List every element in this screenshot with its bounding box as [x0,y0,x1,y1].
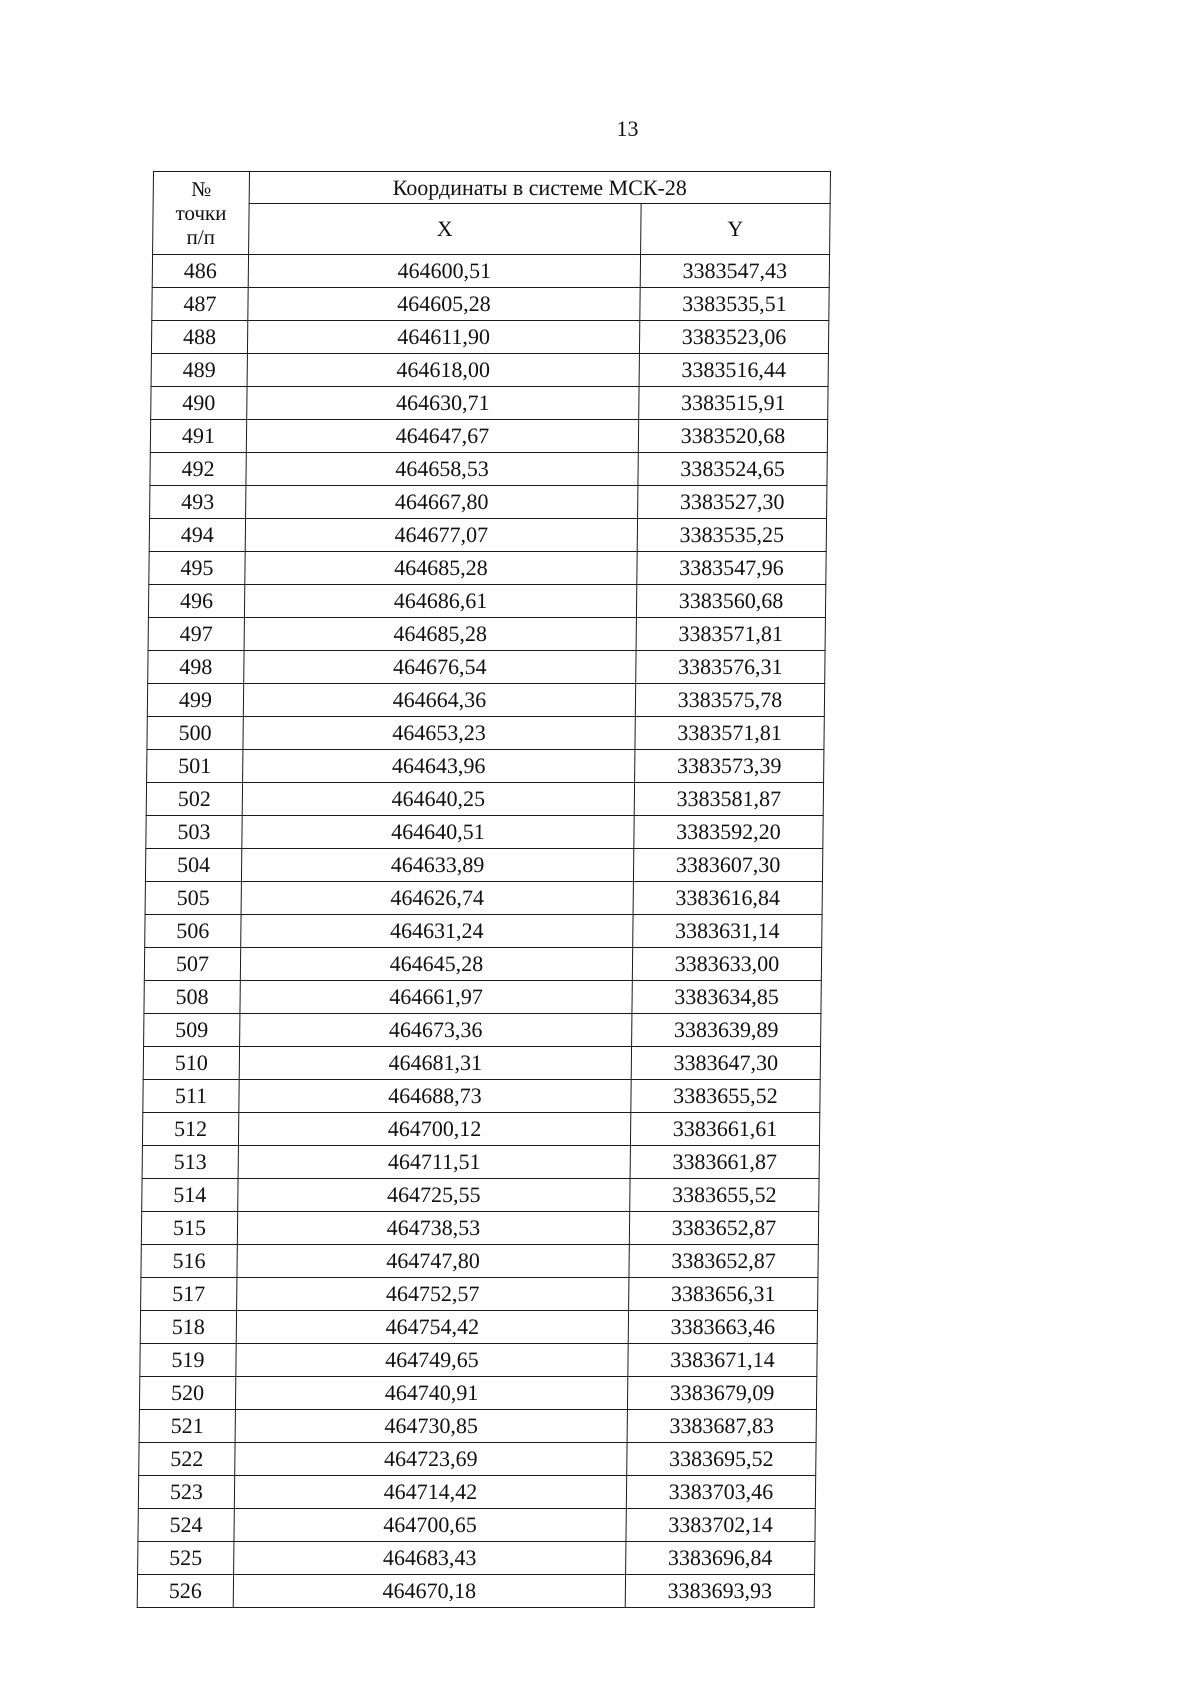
table-row [138,1509,815,1542]
point-number-cell: 516 [141,1245,237,1278]
table-row [149,552,826,585]
x-coordinate-cell: 464676,54 [244,651,636,684]
x-coordinate-cell: 464740,91 [235,1377,627,1410]
x-coordinate-cell: 464618,00 [247,354,639,387]
y-coordinate-cell: 3383687,83 [627,1410,816,1443]
x-coordinate-cell: 464667,80 [246,486,638,519]
y-coordinate-cell: 3383647,30 [631,1047,820,1080]
y-coordinate-cell: 3383639,89 [632,1014,821,1047]
table-row [152,288,829,321]
point-number-cell: 514 [142,1179,238,1212]
point-number-cell: 486 [152,255,248,288]
table-row [137,1575,814,1608]
y-column-header: Y [641,204,831,255]
y-coordinate-cell: 3383547,96 [637,552,826,585]
x-coordinate-cell: 464643,96 [243,750,635,783]
table-row [145,882,822,915]
table-header [153,172,831,255]
point-number-cell: 494 [149,519,245,552]
table-row [143,1080,820,1113]
table-row [140,1344,817,1377]
y-coordinate-cell: 3383527,30 [638,486,827,519]
point-number-cell: 487 [152,288,248,321]
y-coordinate-cell: 3383661,61 [630,1113,819,1146]
point-number-cell: 505 [145,882,241,915]
point-number-cell: 515 [141,1212,237,1245]
point-number-cell: 492 [150,453,246,486]
y-coordinate-cell: 3383576,31 [636,651,825,684]
table-row [139,1443,816,1476]
y-coordinate-cell: 3383656,31 [629,1278,818,1311]
x-coordinate-cell: 464725,55 [238,1179,630,1212]
x-coordinate-cell: 464685,28 [245,552,637,585]
y-coordinate-cell: 3383655,52 [630,1179,819,1212]
point-number-cell: 488 [151,321,247,354]
point-number-cell: 499 [147,684,243,717]
point-number-cell: 501 [147,750,243,783]
table-row [144,948,821,981]
ordinal-label: п/п [186,225,216,249]
y-coordinate-cell: 3383571,81 [636,618,825,651]
table-row [149,519,826,552]
y-coordinate-cell: 3383693,93 [625,1575,814,1608]
point-label: точки [175,201,227,225]
x-coordinate-cell: 464640,25 [242,783,634,816]
point-number-cell: 525 [138,1542,234,1575]
table-row [142,1146,819,1179]
table-row [139,1410,816,1443]
x-coordinate-cell: 464747,80 [237,1245,629,1278]
point-number-cell: 523 [138,1476,234,1509]
table-row [141,1212,818,1245]
coordinate-system-header: Координаты в системе МСК-28 [249,172,830,204]
y-coordinate-cell: 3383634,85 [632,981,821,1014]
coordinates-table [137,171,831,1608]
y-coordinate-cell: 3383695,52 [627,1443,816,1476]
table-body [137,255,829,1608]
x-coordinate-cell: 464685,28 [244,618,636,651]
point-number-cell: 497 [148,618,244,651]
table-row [144,1014,821,1047]
y-coordinate-cell: 3383679,09 [627,1377,816,1410]
x-coordinate-cell: 464700,12 [238,1113,630,1146]
table-row [141,1245,818,1278]
x-coordinate-cell: 464653,23 [243,717,635,750]
point-number-cell: 498 [148,651,244,684]
y-coordinate-cell: 3383515,91 [639,387,828,420]
x-coordinate-cell: 464677,07 [245,519,637,552]
x-coordinate-cell: 464600,51 [248,255,640,288]
table-row [145,915,822,948]
x-coordinate-cell: 464664,36 [243,684,635,717]
y-coordinate-cell: 3383631,14 [633,915,822,948]
y-coordinate-cell: 3383661,87 [630,1146,819,1179]
y-coordinate-cell: 3383702,14 [626,1509,815,1542]
x-coordinate-cell: 464673,36 [240,1014,632,1047]
point-number-cell: 509 [144,1014,240,1047]
table-row [145,849,822,882]
x-coordinate-cell: 464658,53 [246,453,638,486]
point-number-cell: 518 [140,1311,236,1344]
y-coordinate-cell: 3383571,81 [635,717,824,750]
x-coordinate-cell: 464711,51 [238,1146,630,1179]
table-row [150,486,827,519]
table-row [148,651,825,684]
point-number-cell: 503 [146,816,242,849]
point-number-cell: 490 [151,387,247,420]
x-coordinate-cell: 464605,28 [248,288,640,321]
x-coordinate-cell: 464661,97 [240,981,632,1014]
y-coordinate-cell: 3383616,84 [633,882,822,915]
y-coordinate-cell: 3383655,52 [631,1080,820,1113]
table-row [151,387,828,420]
y-coordinate-cell: 3383516,44 [639,354,828,387]
point-number-cell: 496 [148,585,244,618]
table-row [144,981,821,1014]
table-row [146,816,823,849]
table-row [143,1047,820,1080]
table-row [151,354,828,387]
y-coordinate-cell: 3383663,46 [628,1311,817,1344]
x-coordinate-cell: 464686,61 [244,585,636,618]
table-row [152,255,829,288]
point-number-cell: 526 [137,1575,233,1608]
x-coordinate-cell: 464754,42 [236,1311,628,1344]
point-number-cell: 519 [140,1344,236,1377]
y-coordinate-cell: 3383520,68 [638,420,827,453]
point-number-cell: 520 [139,1377,235,1410]
y-coordinate-cell: 3383547,43 [640,255,829,288]
y-coordinate-cell: 3383523,06 [639,321,828,354]
x-coordinate-cell: 464738,53 [237,1212,629,1245]
y-coordinate-cell: 3383671,14 [628,1344,817,1377]
x-coordinate-cell: 464670,18 [233,1575,625,1608]
x-coordinate-cell: 464645,28 [240,948,632,981]
point-number-header [153,172,250,255]
point-number-cell: 500 [147,717,243,750]
x-coordinate-cell: 464730,85 [235,1410,627,1443]
x-coordinate-cell: 464647,67 [246,420,638,453]
point-number-cell: 521 [139,1410,235,1443]
table-row [150,453,827,486]
y-coordinate-cell: 3383703,46 [626,1476,815,1509]
table-row [142,1179,819,1212]
y-coordinate-cell: 3383633,00 [632,948,821,981]
point-number-cell: 506 [145,915,241,948]
y-coordinate-cell: 3383607,30 [633,849,822,882]
point-number-cell: 524 [138,1509,234,1542]
table-row [142,1113,819,1146]
point-number-cell: 493 [150,486,246,519]
y-coordinate-cell: 3383581,87 [634,783,823,816]
x-coordinate-cell: 464752,57 [237,1278,629,1311]
x-column-header: X [249,204,642,255]
x-coordinate-cell: 464633,89 [241,849,633,882]
y-coordinate-cell: 3383535,51 [640,288,829,321]
table-row [147,717,824,750]
table-row [146,783,823,816]
point-number-cell: 508 [144,981,240,1014]
table-row [148,585,825,618]
point-number-cell: 489 [151,354,247,387]
x-coordinate-cell: 464630,71 [247,387,639,420]
table-row [151,321,828,354]
table-row [147,684,824,717]
x-coordinate-cell: 464640,51 [242,816,634,849]
x-coordinate-cell: 464723,69 [235,1443,627,1476]
x-coordinate-cell: 464683,43 [234,1542,626,1575]
x-coordinate-cell: 464611,90 [247,321,639,354]
x-coordinate-cell: 464681,31 [239,1047,631,1080]
table-row [139,1377,816,1410]
x-coordinate-cell: 464631,24 [241,915,633,948]
point-number-cell: 511 [143,1080,239,1113]
table-row [141,1278,818,1311]
table-row [140,1311,817,1344]
point-number-cell: 491 [150,420,246,453]
point-number-cell: 507 [144,948,240,981]
page-number: 13 [616,116,639,141]
y-coordinate-cell: 3383573,39 [635,750,824,783]
table-row [150,420,827,453]
point-number-cell: 504 [145,849,241,882]
x-coordinate-cell: 464749,65 [236,1344,628,1377]
point-number-cell: 502 [146,783,242,816]
x-coordinate-cell: 464688,73 [239,1080,631,1113]
x-coordinate-cell: 464700,65 [234,1509,626,1542]
y-coordinate-cell: 3383560,68 [636,585,825,618]
y-coordinate-cell: 3383535,25 [637,519,826,552]
y-coordinate-cell: 3383652,87 [629,1212,818,1245]
y-coordinate-cell: 3383696,84 [626,1542,815,1575]
y-coordinate-cell: 3383592,20 [634,816,823,849]
point-number-cell: 495 [149,552,245,585]
point-number-cell: 512 [142,1113,238,1146]
table-row [138,1476,815,1509]
table-row [147,750,824,783]
x-coordinate-cell: 464626,74 [241,882,633,915]
number-sign-label: № [191,177,212,201]
table-row [138,1542,815,1575]
point-number-cell: 513 [142,1146,238,1179]
y-coordinate-cell: 3383575,78 [635,684,824,717]
y-coordinate-cell: 3383652,87 [629,1245,818,1278]
point-number-cell: 522 [139,1443,235,1476]
point-number-cell: 517 [141,1278,237,1311]
table-row [148,618,825,651]
y-coordinate-cell: 3383524,65 [638,453,827,486]
x-coordinate-cell: 464714,42 [234,1476,626,1509]
point-number-cell: 510 [143,1047,239,1080]
